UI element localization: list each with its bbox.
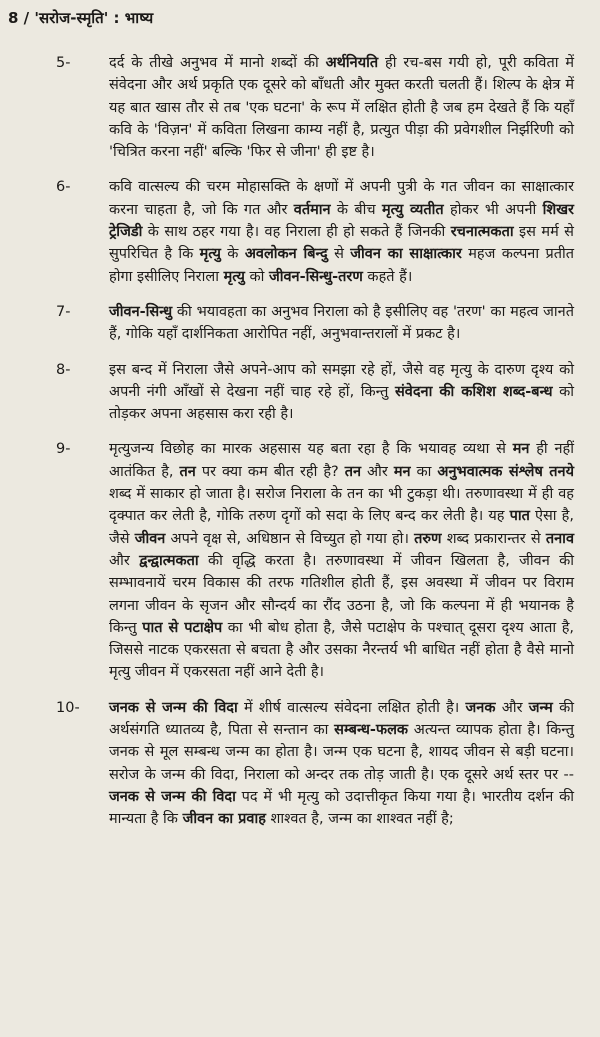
emphasized-term: जीवन-सिन्धु xyxy=(109,303,173,320)
emphasized-term: संवेदना की कशिश शब्द-बन्ध xyxy=(394,383,553,400)
emphasized-term: रचनात्मकता xyxy=(450,224,514,241)
emphasized-term: अवलोकन बिन्दु xyxy=(244,246,328,263)
body-text: का xyxy=(410,463,438,480)
emphasized-term: मृत्यु व्यतीत xyxy=(381,201,444,218)
body-text: और xyxy=(361,463,394,480)
emphasized-term: अर्थनियति xyxy=(325,55,379,71)
entry-text xyxy=(109,697,574,831)
entry-number: 10- xyxy=(56,699,80,716)
entry-text xyxy=(109,176,574,287)
emphasized-term: द्वन्द्वात्मकता xyxy=(139,552,199,569)
body-text: में शीर्ष वात्सल्य संवेदना लक्षित होती है। xyxy=(237,699,466,716)
emphasized-term: वर्तमान xyxy=(293,201,331,218)
body-text: के बीच xyxy=(330,201,382,218)
emphasized-term: जीवन का साक्षात्कार xyxy=(350,246,462,263)
emphasized-term: जीवन xyxy=(134,530,166,547)
running-header xyxy=(8,7,574,29)
body-text: और xyxy=(495,699,529,716)
emphasized-term: पात से पटाक्षेप xyxy=(142,619,223,636)
header-separator: / xyxy=(18,9,35,27)
emphasized-term: तन xyxy=(179,463,196,480)
body-text: इस बन्द में निराला जैसे अपने-आप को समझा रहे हों, जैसे वह मृत्यु के दारुण दृश्य को अपनी नंगी आँखों से देखना नहीं चाह रहे हों, किन्तु xyxy=(109,361,574,400)
entry-text xyxy=(109,52,574,163)
commentary-entry-7 xyxy=(8,301,574,346)
entry-text xyxy=(109,301,574,346)
entry-number: 9- xyxy=(56,441,71,458)
emphasized-term: मन xyxy=(512,441,530,458)
emphasized-term: मृत्यु xyxy=(199,246,221,263)
body-text: पद में भी मृत्यु को उदात्तीकृत किया गया है। भारतीय दर्शन की मान्यता है कि xyxy=(109,788,574,828)
emphasized-term: जनक xyxy=(465,699,496,716)
body-text: को xyxy=(244,268,269,285)
book-title: 'सरोज-स्मृति' : भाष्य xyxy=(34,9,154,27)
entry-text xyxy=(109,438,574,683)
body-text: की अर्थसंगति ध्यातव्य है, पिता से सन्तान का xyxy=(109,699,574,739)
emphasized-term: तनाव xyxy=(545,530,575,547)
page-number: 8 xyxy=(8,9,19,27)
body-text: का भी बोध होता है, जैसे पटाक्षेप के पश्चात् दूसरा दृश्य आता है, जिससे नाटक एकरसता से बचता है और उसका नैरन्तर्य भी बाधित नहीं होता है वैसे मानो मृत्यु जीवन में एकरसता नहीं आने देती है। xyxy=(109,619,575,681)
commentary-entry-8 xyxy=(8,359,574,426)
body-text: होकर भी अपनी xyxy=(443,201,543,218)
entry-number: 7- xyxy=(56,303,71,320)
body-text: की भयावहता का अनुभव निराला को है इसीलिए वह 'तरण' का महत्व जानते हैं, गोकि यहाँ दार्शनिकता आरोपित नहीं, अनुभवान्तरालों में प्रकट है। xyxy=(109,303,574,343)
emphasized-term: मृत्यु xyxy=(223,268,245,285)
commentary-entry-10 xyxy=(8,697,574,831)
entry-number: 5- xyxy=(56,55,71,71)
emphasized-term: मन xyxy=(393,463,411,480)
body-text: के साथ ठहर गया है। वह निराला ही हो सकते हैं जिनकी xyxy=(142,224,451,241)
body-text: मृत्युजन्य विछोह का मारक अहसास यह बता रहा है कि भयावह व्यथा से xyxy=(109,441,513,458)
emphasized-term: जनक से जन्म की विदा xyxy=(109,699,238,716)
body-text: दर्द के तीखे अनुभव में मानो शब्दों की xyxy=(109,55,326,71)
emphasized-term: तरुण xyxy=(414,530,442,547)
commentary-entry-5 xyxy=(8,52,574,163)
body-text: कवि वात्सल्य की चरम मोहासक्ति के क्षणों में अपनी पुत्री के गत जीवन का साक्षात्कार करना चाहता है, जो कि गत और xyxy=(109,179,574,218)
body-text: शब्द में साकार हो जाता है। सरोज निराला के तन का भी टुकड़ा थी। तरुणावस्था में ही वह दृक्पात कर लेती है, गोकि तरुण दृगों को सदा के लिए बन्द कर लेती है। यह xyxy=(109,486,574,525)
body-text: पर क्या कम बीत रही है? xyxy=(195,463,345,480)
body-text: कहते हैं। xyxy=(362,268,413,285)
body-text: से xyxy=(327,246,351,263)
emphasized-term: जनक से जन्म की विदा xyxy=(109,788,236,805)
emphasized-term: जन्म xyxy=(528,699,553,716)
body-text: ही रच-बस गयी हो, पूरी कविता में संवेदना और अर्थ प्रकृति एक दूसरे को बाँधती और मुक्त करती चलती हैं। शिल्प के क्षेत्र में यह बात खास तौर से तब 'एक घटना' के रूप में लक्षित होती है जब हम देखते हैं कि यहाँ कवि के 'विज़न' में कविता लिखना काम्य नहीं है, प्रत्युत पीड़ा की प्रवेगशील निर्झरिणी को 'चित्रित करना नहीं' बल्कि 'फिर से जीना' ही इष्ट है। xyxy=(109,55,574,161)
entry-number: 6- xyxy=(56,179,71,196)
body-text: और xyxy=(109,552,140,569)
emphasized-term: अनुभवात्मक संश्लेष तनये xyxy=(437,463,574,480)
body-text: की वृद्धि करता है। तरुणावस्था में जीवन खिलता है, जीवन की सम्भावनायें चरम विकास की तरफ गतिशील होती हैं, इस अवस्था में जीवन पर विराम लगना जीवन के सृजन और सौन्दर्य का रौंद उठना है, जो कि कल्पना में ही भयानक है किन्तु xyxy=(109,552,574,636)
body-text: को तोड़कर अपना अहसास करा रही है। xyxy=(109,383,574,423)
emphasized-term: पात xyxy=(509,508,530,525)
body-text: शाश्वत है, जन्म का शाश्वत नहीं है; xyxy=(265,811,454,828)
body-text: इस मर्म से सुपरिचित है कि xyxy=(109,224,574,263)
body-text: महज कल्पना प्रतीत होगा इसीलिए निराला xyxy=(109,246,575,285)
commentary-entry-6 xyxy=(8,176,574,287)
body-text: ही नहीं आतंकित है, xyxy=(109,441,574,480)
entry-text xyxy=(109,359,574,426)
emphasized-term: सम्बन्ध-फलक xyxy=(334,722,409,739)
body-text: के xyxy=(220,246,245,263)
emphasized-term: जीवन-सिन्धु-तरण xyxy=(268,268,363,285)
body-text: अपने वृक्ष से, अधिष्ठान से विच्युत हो गया हो। xyxy=(165,530,415,547)
body-text: ऐसा है, जैसे xyxy=(109,508,574,547)
body-text: अत्यन्त व्यापक होता है। किन्तु जनक से मूल सम्बन्ध जन्म का होता है। जन्म एक घटना है, शायद जीवन से बड़ी घटना। सरोज के जन्म की विदा, निराला को अन्दर तक तोड़ जाती है। एक दूसरे अर्थ स्तर पर -- xyxy=(109,722,574,783)
entry-number: 8- xyxy=(56,361,71,378)
emphasized-term: जीवन का प्रवाह xyxy=(182,811,266,828)
commentary-entry-9 xyxy=(8,438,574,683)
emphasized-term: तन xyxy=(344,463,362,480)
emphasized-term: शिखर ट्रेजिडी xyxy=(109,201,574,241)
body-text: शब्द प्रकारान्तर से xyxy=(441,530,546,547)
